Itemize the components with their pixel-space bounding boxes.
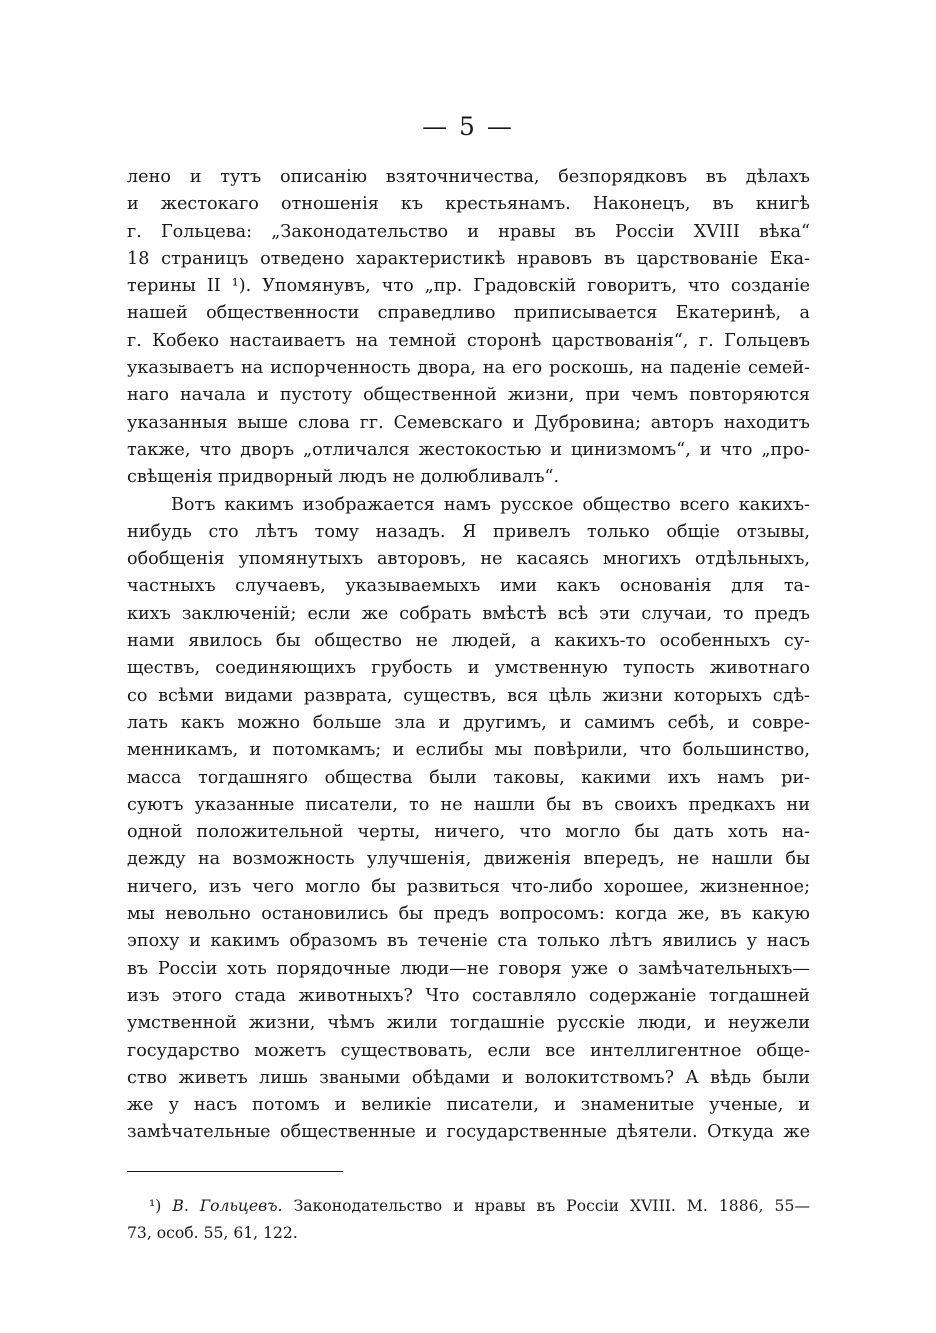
text-line: нибудь сто лѣтъ тому назадъ. Я привелъ только общіе отзывы, (127, 521, 810, 542)
text-line: ществъ, соединяющихъ грубость и умственную тупость животнаго (127, 658, 810, 679)
footnote-line: 73, особ. 55, 61, 122. (127, 1224, 298, 1242)
text-line: ство живетъ лишь зваными обѣдами и волокитствомъ? А вѣдь были (127, 1067, 810, 1088)
text-line: суютъ указанные писатели, то не нашли бы въ своихъ предкахъ ни (127, 794, 810, 815)
text-line: и жестокаго отношенія къ крестьянамъ. Наконецъ, въ книгѣ (127, 194, 810, 215)
text-line: лать какъ можно больше зла и другимъ, и самимъ себѣ, и совре- (127, 712, 810, 733)
text-line: г. Кобеко настаиваетъ на темной сторонѣ царствованія“, г. Гольцевъ (127, 330, 810, 351)
text-line: въ Россіи хоть порядочные люди—не говоря уже о замѣчательныхъ— (127, 958, 810, 979)
text-line: нами явилось бы общество не людей, а какихъ-то особенныхъ су- (127, 631, 810, 652)
text-line: наго начала и пустоту общественной жизни, при чемъ повторяются (127, 385, 810, 406)
text-line: свѣщенія придворный людъ не долюбливалъ“. (127, 467, 560, 488)
text-line: изъ этого стада животныхъ? Что составляло содержаніе тогдашней (127, 985, 810, 1006)
footnote-author: В. Гольцевъ. (172, 1197, 283, 1215)
text-line: Вотъ какимъ изображается намъ русское общество всего какихъ- (171, 494, 810, 515)
text-line: со всѣми видами разврата, существъ, вся цѣль жизни которыхъ сдѣ- (127, 685, 810, 706)
text-line: обобщенія упомянутыхъ авторовъ, не касаясь многихъ отдѣльныхъ, (127, 549, 810, 570)
footnote-marker: ¹) (149, 1197, 162, 1215)
footnote-divider (127, 1171, 343, 1172)
text-line: умственной жизни, чѣмъ жили тогдашніе русскіе люди, и неужели (127, 1013, 810, 1034)
text-line: замѣчательные общественные и государственные дѣятели. Откуда же (127, 1122, 810, 1143)
text-line: дежду на возможность улучшенія, движенія впередъ, не нашли бы (127, 849, 810, 870)
page-number: — 5 — (422, 112, 514, 141)
text-line: же у насъ потомъ и великіе писатели, и знаменитые ученые, и (127, 1095, 810, 1116)
text-line: эпоху и какимъ образомъ въ теченіе ста только лѣтъ явились у насъ (127, 931, 810, 952)
text-line: государство можетъ существовать, если все интеллигентное обще- (127, 1040, 810, 1061)
text-line: масса тогдашняго общества были таковы, какими ихъ намъ ри- (127, 767, 810, 788)
footnote-line (127, 1193, 810, 1220)
body-text (127, 164, 810, 1147)
text-line: также, что дворъ „отличался жестокостью и цинизмомъ“, и что „про- (127, 439, 810, 460)
text-line: терины II ¹). Упомянувъ, что „пр. Градовскій говоритъ, что созданіе (127, 276, 810, 297)
text-line: нашей общественности справедливо приписывается Екатеринѣ, а (127, 303, 810, 324)
text-line: г. Гольцева: „Законодательство и нравы въ Россіи XVIII вѣка“ (127, 221, 810, 242)
text-line: мы невольно остановились бы предъ вопросомъ: когда же, въ какую (127, 904, 810, 925)
text-line: кихъ заключеній; если же собрать вмѣстѣ всѣ эти случаи, то предъ (127, 603, 810, 624)
text-line: лено и тутъ описанію взяточничества, безпорядковъ въ дѣлахъ (127, 167, 810, 187)
text-line: указанныя выше слова гг. Семевскаго и Дубровина; авторъ находитъ (127, 412, 810, 433)
text-line: частныхъ случаевъ, указываемыхъ ими какъ основанія для та- (127, 576, 810, 597)
footnote-citation: Законодательство и нравы въ Россіи XVIII. М. 1886, 55— (293, 1197, 810, 1215)
text-line: ничего, изъ чего могло бы развиться что-либо хорошее, жизненное; (127, 876, 810, 897)
footnote (127, 1193, 810, 1247)
text-line: 18 страницъ отведено характеристикѣ нравовъ въ царствованіе Ека- (127, 248, 810, 269)
text-line: указываетъ на испорченность двора, на его роскошь, на паденіе семей- (127, 358, 810, 379)
paragraph-2 (127, 492, 810, 1147)
text-line: менникамъ, и потомкамъ; и еслибы мы повѣрили, что большинство, (127, 740, 810, 761)
text-line: одной положительной черты, ничего, что могло бы дать хоть на- (127, 822, 810, 843)
paragraph-1 (127, 164, 810, 492)
